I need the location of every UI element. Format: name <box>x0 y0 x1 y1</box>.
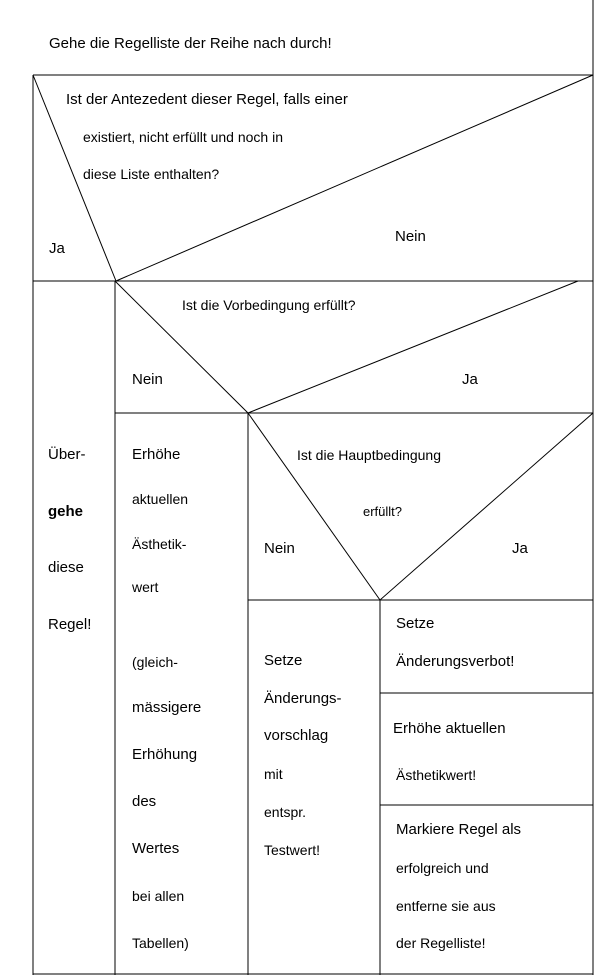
q3-diagonal-left <box>248 413 380 600</box>
q1-yes-label: Ja <box>49 240 65 257</box>
q3-question-line-2: erfüllt? <box>363 504 403 519</box>
q1-question-line-2: existiert, nicht erfüllt und noch in <box>83 129 283 145</box>
raise-line-3: Ästhetik- <box>132 536 187 552</box>
forbid-line-2: Änderungsverbot! <box>396 653 515 670</box>
raise-line-2: aktuellen <box>132 491 189 507</box>
raise2-line-1: Erhöhe aktuellen <box>393 720 506 737</box>
raise-line-7: Erhöhung <box>132 746 198 763</box>
suggest-line-2: Änderungs- <box>264 690 342 707</box>
q2-no-label: Nein <box>132 371 163 388</box>
forbid-line-1: Setze <box>396 615 435 632</box>
q3-yes-label: Ja <box>512 540 528 557</box>
mark-line-2: erfolgreich und <box>396 860 489 876</box>
mark-line-4: der Regelliste! <box>396 935 486 951</box>
suggest-line-5: entspr. <box>264 804 307 820</box>
q3-no-label: Nein <box>264 540 295 557</box>
raise-line-5: (gleich- <box>132 654 178 670</box>
skip-line-4: Regel! <box>48 616 92 633</box>
raise-line-11: Tabellen) <box>132 935 189 951</box>
suggest-line-6: Testwert! <box>264 842 321 858</box>
suggest-line-3: vorschlag <box>264 727 329 744</box>
q1-question-line-1: Ist der Antezedent dieser Regel, falls einer <box>66 91 348 108</box>
q1-no-label: Nein <box>395 228 426 245</box>
q3-question-line-1: Ist die Hauptbedingung <box>297 447 441 463</box>
header-title: Gehe die Regelliste der Reihe nach durch! <box>49 35 332 52</box>
q1-question-line-3: diese Liste enthalten? <box>83 166 220 182</box>
skip-line-2: gehe <box>48 503 84 520</box>
mark-line-3: entferne sie aus <box>396 898 496 914</box>
raise-line-1: Erhöhe <box>132 446 181 463</box>
raise-line-6: mässigere <box>132 699 202 716</box>
suggest-line-4: mit <box>264 766 283 782</box>
q2-question: Ist die Vorbedingung erfüllt? <box>182 297 356 313</box>
suggest-line-1: Setze <box>264 652 303 669</box>
q3-diagonal-right <box>380 413 593 600</box>
mark-line-1: Markiere Regel als <box>396 821 522 838</box>
raise-line-9: Wertes <box>132 840 180 857</box>
skip-line-3: diese <box>48 559 84 576</box>
skip-line-1: Über- <box>48 446 86 463</box>
raise-line-10: bei allen <box>132 888 185 904</box>
q2-yes-label: Ja <box>462 371 478 388</box>
raise2-line-2: Ästhetikwert! <box>396 767 477 783</box>
raise-line-8: des <box>132 793 157 810</box>
raise-line-4: wert <box>132 579 159 595</box>
